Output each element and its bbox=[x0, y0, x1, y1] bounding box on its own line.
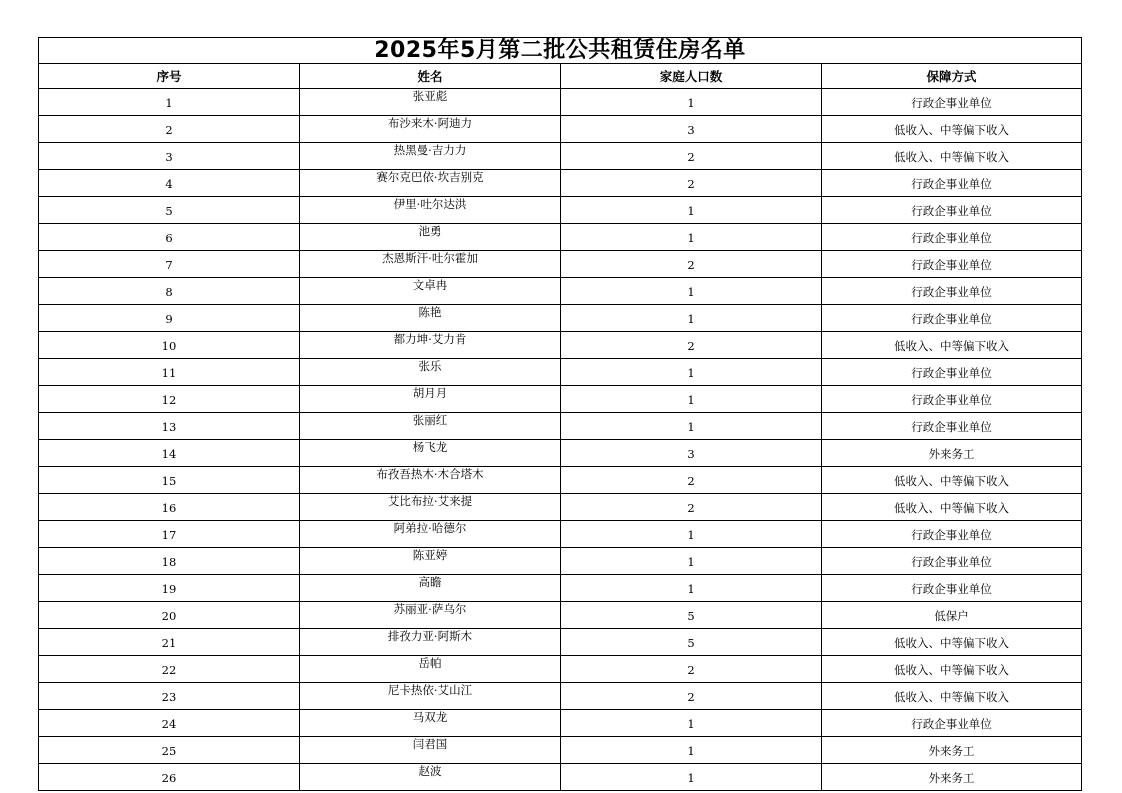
cell-household-size[interactable]: 3 bbox=[561, 440, 822, 467]
cell-name[interactable]: 高瞻 bbox=[300, 575, 561, 602]
table-row bbox=[39, 494, 1082, 521]
cell-number[interactable]: 15 bbox=[39, 467, 300, 494]
cell-household-size[interactable]: 1 bbox=[561, 548, 822, 575]
cell-guarantee-type[interactable]: 行政企事业单位 bbox=[822, 413, 1082, 440]
cell-household-size[interactable]: 1 bbox=[561, 521, 822, 548]
cell-name[interactable]: 陈亚婷 bbox=[300, 548, 561, 575]
cell-name[interactable]: 杰恩斯汗·吐尔霍加 bbox=[300, 251, 561, 278]
cell-guarantee-type[interactable]: 行政企事业单位 bbox=[822, 197, 1082, 224]
cell-guarantee-type[interactable]: 行政企事业单位 bbox=[822, 224, 1082, 251]
cell-guarantee-type[interactable]: 低收入、中等偏下收入 bbox=[822, 143, 1082, 170]
cell-name[interactable]: 都力坤·艾力肯 bbox=[300, 332, 561, 359]
cell-guarantee-type[interactable]: 行政企事业单位 bbox=[822, 251, 1082, 278]
cell-number[interactable]: 25 bbox=[39, 737, 300, 764]
cell-name[interactable]: 池勇 bbox=[300, 224, 561, 251]
cell-guarantee-type[interactable]: 行政企事业单位 bbox=[822, 170, 1082, 197]
cell-guarantee-type[interactable]: 行政企事业单位 bbox=[822, 575, 1082, 602]
cell-name[interactable]: 赵波 bbox=[300, 764, 561, 791]
table-row bbox=[39, 332, 1082, 359]
cell-household-size[interactable]: 2 bbox=[561, 143, 822, 170]
cell-guarantee-type[interactable]: 行政企事业单位 bbox=[822, 386, 1082, 413]
cell-number[interactable]: 4 bbox=[39, 170, 300, 197]
cell-name[interactable]: 张亚彪 bbox=[300, 89, 561, 116]
cell-household-size[interactable]: 2 bbox=[561, 170, 822, 197]
cell-name[interactable]: 伊里·吐尔达洪 bbox=[300, 197, 561, 224]
cell-household-size[interactable]: 1 bbox=[561, 224, 822, 251]
cell-name[interactable]: 布沙来木·阿迪力 bbox=[300, 116, 561, 143]
cell-number[interactable]: 1 bbox=[39, 89, 300, 116]
cell-guarantee-type[interactable]: 行政企事业单位 bbox=[822, 548, 1082, 575]
cell-number[interactable]: 5 bbox=[39, 197, 300, 224]
cell-number[interactable]: 10 bbox=[39, 332, 300, 359]
cell-guarantee-type[interactable]: 行政企事业单位 bbox=[822, 89, 1082, 116]
header-row bbox=[39, 64, 1082, 89]
cell-household-size[interactable]: 1 bbox=[561, 764, 822, 791]
cell-name[interactable]: 苏丽亚·萨乌尔 bbox=[300, 602, 561, 629]
table-row bbox=[39, 575, 1082, 602]
cell-number[interactable]: 20 bbox=[39, 602, 300, 629]
cell-household-size[interactable]: 2 bbox=[561, 467, 822, 494]
cell-number[interactable]: 24 bbox=[39, 710, 300, 737]
cell-number[interactable]: 16 bbox=[39, 494, 300, 521]
cell-name[interactable]: 布孜吾热木·木合塔木 bbox=[300, 467, 561, 494]
cell-household-size[interactable]: 1 bbox=[561, 413, 822, 440]
table-row bbox=[39, 467, 1082, 494]
cell-number[interactable]: 13 bbox=[39, 413, 300, 440]
spreadsheet-page bbox=[38, 37, 1081, 791]
table-row bbox=[39, 683, 1082, 710]
table-row bbox=[39, 764, 1082, 791]
cell-name[interactable]: 胡月月 bbox=[300, 386, 561, 413]
column-header-number[interactable]: 序号 bbox=[39, 64, 300, 89]
cell-number[interactable]: 17 bbox=[39, 521, 300, 548]
table-row bbox=[39, 359, 1082, 386]
table-row bbox=[39, 89, 1082, 116]
cell-guarantee-type[interactable]: 低收入、中等偏下收入 bbox=[822, 629, 1082, 656]
cell-name[interactable]: 张乐 bbox=[300, 359, 561, 386]
cell-number[interactable]: 8 bbox=[39, 278, 300, 305]
table-row bbox=[39, 656, 1082, 683]
cell-household-size[interactable]: 3 bbox=[561, 116, 822, 143]
cell-guarantee-type[interactable]: 行政企事业单位 bbox=[822, 521, 1082, 548]
cell-guarantee-type[interactable]: 行政企事业单位 bbox=[822, 710, 1082, 737]
cell-name[interactable]: 赛尔克巴依·坎吉别克 bbox=[300, 170, 561, 197]
cell-household-size[interactable]: 1 bbox=[561, 197, 822, 224]
cell-number[interactable]: 19 bbox=[39, 575, 300, 602]
cell-number[interactable]: 3 bbox=[39, 143, 300, 170]
cell-number[interactable]: 23 bbox=[39, 683, 300, 710]
cell-name[interactable]: 热黑曼·吉力力 bbox=[300, 143, 561, 170]
cell-name[interactable]: 张丽红 bbox=[300, 413, 561, 440]
cell-name[interactable]: 杨飞龙 bbox=[300, 440, 561, 467]
cell-household-size[interactable]: 2 bbox=[561, 494, 822, 521]
cell-household-size[interactable]: 1 bbox=[561, 575, 822, 602]
cell-number[interactable]: 12 bbox=[39, 386, 300, 413]
cell-number[interactable]: 6 bbox=[39, 224, 300, 251]
cell-household-size[interactable]: 2 bbox=[561, 683, 822, 710]
cell-guarantee-type[interactable]: 行政企事业单位 bbox=[822, 359, 1082, 386]
cell-number[interactable]: 26 bbox=[39, 764, 300, 791]
cell-guarantee-type[interactable]: 低保户 bbox=[822, 602, 1082, 629]
table-row bbox=[39, 251, 1082, 278]
cell-name[interactable]: 岳帕 bbox=[300, 656, 561, 683]
cell-name[interactable]: 艾比布拉·艾来提 bbox=[300, 494, 561, 521]
title-row bbox=[39, 38, 1082, 64]
cell-guarantee-type[interactable]: 低收入、中等偏下收入 bbox=[822, 332, 1082, 359]
cell-number[interactable]: 9 bbox=[39, 305, 300, 332]
table-row bbox=[39, 386, 1082, 413]
table-row bbox=[39, 521, 1082, 548]
table-row bbox=[39, 278, 1082, 305]
cell-number[interactable]: 22 bbox=[39, 656, 300, 683]
cell-guarantee-type[interactable]: 外来务工 bbox=[822, 764, 1082, 791]
cell-guarantee-type[interactable]: 外来务工 bbox=[822, 440, 1082, 467]
column-header-guarantee-type[interactable]: 保障方式 bbox=[822, 64, 1082, 89]
column-header-name[interactable]: 姓名 bbox=[300, 64, 561, 89]
table-row bbox=[39, 224, 1082, 251]
column-header-household-size[interactable]: 家庭人口数 bbox=[561, 64, 822, 89]
cell-number[interactable]: 14 bbox=[39, 440, 300, 467]
table-row bbox=[39, 197, 1082, 224]
table-row bbox=[39, 737, 1082, 764]
cell-household-size[interactable]: 1 bbox=[561, 386, 822, 413]
table-row bbox=[39, 602, 1082, 629]
table-row bbox=[39, 440, 1082, 467]
cell-household-size[interactable]: 2 bbox=[561, 656, 822, 683]
cell-household-size[interactable]: 1 bbox=[561, 737, 822, 764]
cell-guarantee-type[interactable]: 低收入、中等偏下收入 bbox=[822, 683, 1082, 710]
cell-name[interactable]: 闫君国 bbox=[300, 737, 561, 764]
cell-household-size[interactable]: 5 bbox=[561, 602, 822, 629]
cell-name[interactable]: 马双龙 bbox=[300, 710, 561, 737]
cell-guarantee-type[interactable]: 低收入、中等偏下收入 bbox=[822, 116, 1082, 143]
table-row bbox=[39, 305, 1082, 332]
cell-household-size[interactable]: 1 bbox=[561, 89, 822, 116]
table-row bbox=[39, 629, 1082, 656]
cell-household-size[interactable]: 2 bbox=[561, 251, 822, 278]
cell-household-size[interactable]: 5 bbox=[561, 629, 822, 656]
cell-number[interactable]: 7 bbox=[39, 251, 300, 278]
cell-guarantee-type[interactable]: 外来务工 bbox=[822, 737, 1082, 764]
cell-name[interactable]: 阿弟拉·哈德尔 bbox=[300, 521, 561, 548]
table-row bbox=[39, 116, 1082, 143]
cell-household-size[interactable]: 1 bbox=[561, 305, 822, 332]
table-row bbox=[39, 143, 1082, 170]
cell-name[interactable]: 排孜力亚·阿斯木 bbox=[300, 629, 561, 656]
cell-household-size[interactable]: 2 bbox=[561, 332, 822, 359]
cell-household-size[interactable]: 1 bbox=[561, 359, 822, 386]
cell-number[interactable]: 2 bbox=[39, 116, 300, 143]
cell-household-size[interactable]: 1 bbox=[561, 710, 822, 737]
cell-number[interactable]: 21 bbox=[39, 629, 300, 656]
table-row bbox=[39, 710, 1082, 737]
cell-guarantee-type[interactable]: 行政企事业单位 bbox=[822, 305, 1082, 332]
cell-guarantee-type[interactable]: 低收入、中等偏下收入 bbox=[822, 494, 1082, 521]
table-row bbox=[39, 170, 1082, 197]
cell-guarantee-type[interactable]: 行政企事业单位 bbox=[822, 278, 1082, 305]
cell-number[interactable]: 11 bbox=[39, 359, 300, 386]
cell-name[interactable]: 陈艳 bbox=[300, 305, 561, 332]
cell-name[interactable]: 文卓冉 bbox=[300, 278, 561, 305]
housing-list-table bbox=[38, 37, 1082, 791]
table-body bbox=[39, 89, 1082, 791]
cell-number[interactable]: 18 bbox=[39, 548, 300, 575]
table-row bbox=[39, 413, 1082, 440]
document-title: 2025年5月第二批公共租赁住房名单 bbox=[39, 38, 1082, 64]
cell-guarantee-type[interactable]: 低收入、中等偏下收入 bbox=[822, 656, 1082, 683]
cell-name[interactable]: 尼卡热依·艾山江 bbox=[300, 683, 561, 710]
table-row bbox=[39, 548, 1082, 575]
cell-household-size[interactable]: 1 bbox=[561, 278, 822, 305]
cell-guarantee-type[interactable]: 低收入、中等偏下收入 bbox=[822, 467, 1082, 494]
